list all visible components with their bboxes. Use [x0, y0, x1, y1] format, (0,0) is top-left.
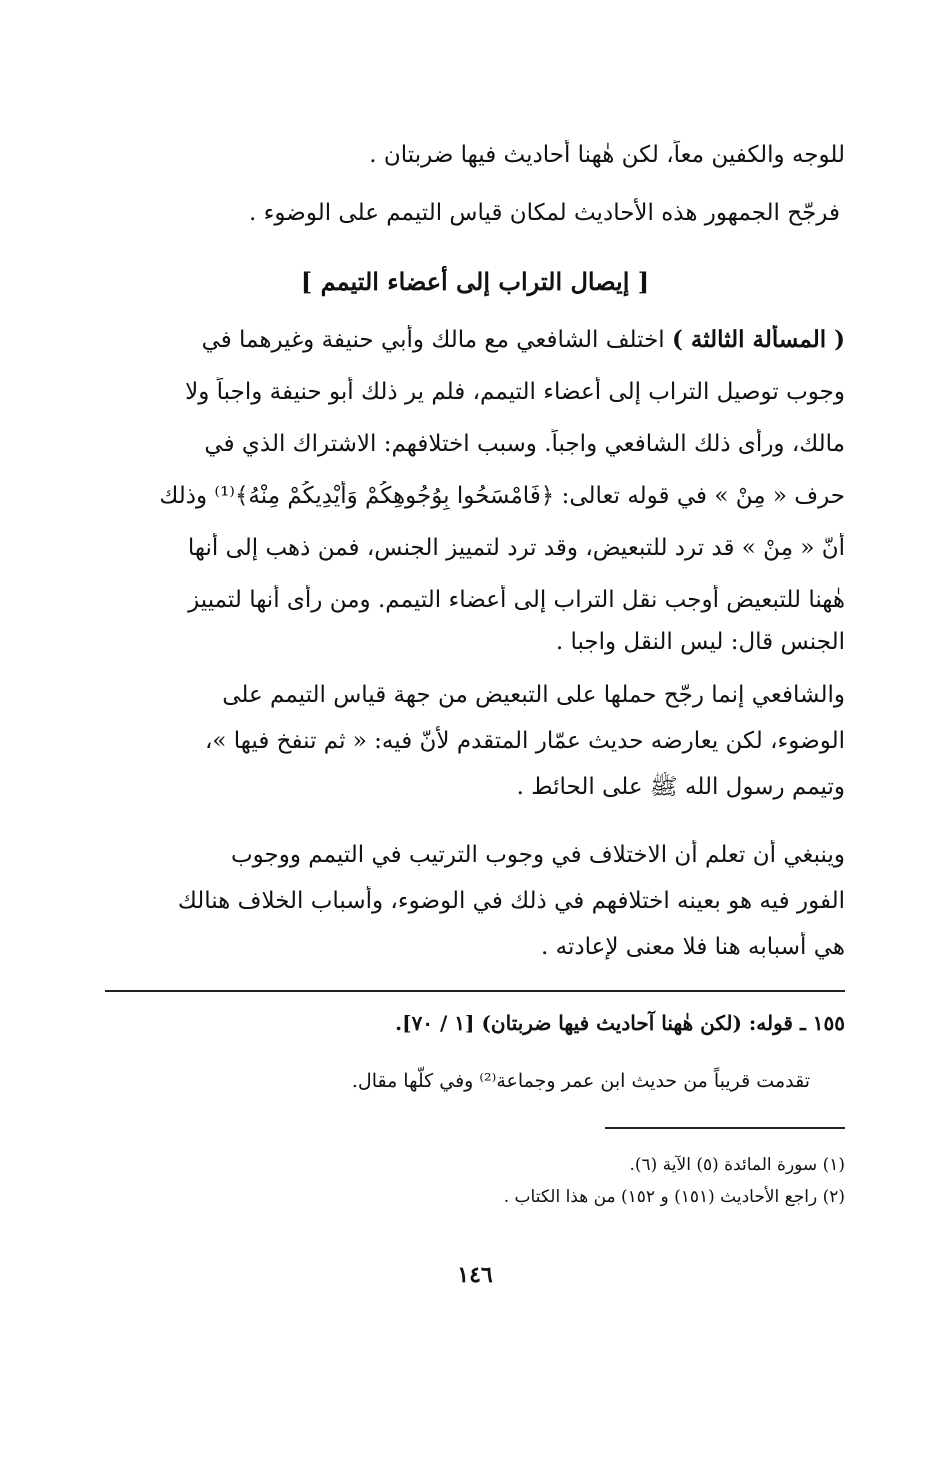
footnote-separator	[605, 1127, 845, 1129]
text-line-top-1: للوجه والكفين معاً، لكن هٰهنا أحاديث فيها ضربتان .	[369, 142, 845, 168]
para1-line-2: وجوب توصيل التراب إلى أعضاء التيمم، فلم ير ذلك أبو حنيفة واجباً ولا	[185, 379, 845, 405]
para1-line-1	[105, 325, 845, 355]
para2-line-2: الوضوء، لكن يعارضه حديث عمّار المتقدم لأنّ فيه: « ثم تنفخ فيها »،	[204, 728, 845, 754]
text-line-top-2: فرجّح الجمهور هذه الأحاديث لمكان قياس التيمم على الوضوء .	[248, 200, 840, 226]
para1-line-6: هٰهنا للتبعيض أوجب نقل التراب إلى أعضاء التيمم. ومن رأى أنها لتمييز	[188, 587, 845, 613]
para1-line-3: مالك، ورأى ذلك الشافعي واجباً. وسبب اختلافهم: الاشتراك الذي في	[204, 431, 845, 457]
para1-line-1-text: اختلف الشافعي مع مالك وأبي حنيفة وغيرهما في	[201, 327, 665, 353]
footnote-2: (٢) راجع الأحاديث (١٥١) و ١٥٢) من هذا الكتاب .	[503, 1187, 845, 1207]
para3-line-1: وينبغي أن تعلم أن الاختلاف في وجوب الترتيب في التيمم ووجوب	[231, 842, 845, 868]
para1-line-5: أنّ « مِنْ » قد ترد للتبعيض، وقد ترد لتمييز الجنس، فمن ذهب إلى أنها	[187, 535, 845, 561]
page-number: ١٤٦	[457, 1262, 493, 1288]
section-heading: [ إيصال التراب إلى أعضاء التيمم ]	[300, 267, 650, 296]
para3-line-2: الفور فيه هو بعينه اختلافهم في ذلك في الوضوء، وأسباب الخلاف هنالك	[177, 888, 845, 914]
issue-label: ( المسألة الثالثة )	[672, 326, 845, 353]
commentary-heading: ١٥٥ ـ قوله: (لكن هٰهنا آحاديث فيها ضربتان) [١ / ٧٠].	[395, 1011, 845, 1035]
commentary-separator	[105, 990, 845, 992]
footnote-1: (١) سورة المائدة (٥) الآية (٦).	[629, 1155, 845, 1175]
para2-line-3: وتيمم رسول الله ﷺ على الحائط .	[516, 774, 845, 800]
para1-line-7: الجنس قال: ليس النقل واجبا .	[555, 629, 845, 655]
para1-line-4: حرف « مِنْ » في قوله تعالى: ﴿فَامْسَحُوا بِوُجُوهِكُمْ وَأَيْدِيكُمْ مِنْهُ﴾⁽¹⁾ وذلك	[159, 483, 845, 509]
commentary-body: تقدمت قريباً من حديث ابن عمر وجماعة⁽²⁾ وفي كلّها مقال.	[351, 1070, 810, 1092]
para2-line-1: والشافعي إنما رجّح حملها على التبعيض من جهة قياس التيمم على	[222, 682, 845, 708]
para3-line-3: هي أسبابه هنا فلا معنى لإعادته .	[541, 934, 845, 960]
